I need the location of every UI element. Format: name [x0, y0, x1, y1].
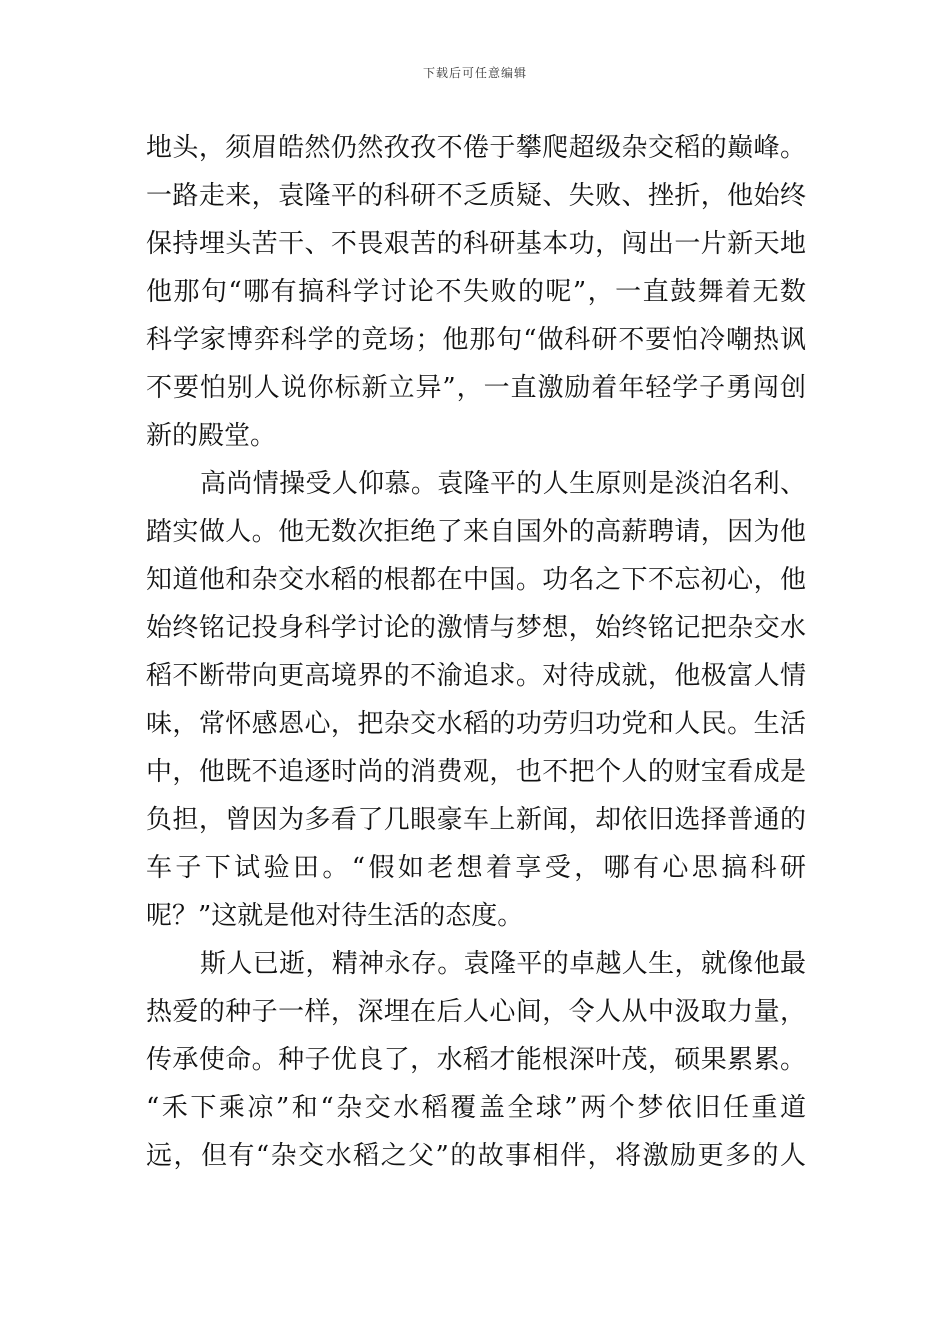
document-body — [146, 124, 806, 1180]
text-line: “禾下乘凉”和“杂交水稻覆盖全球”两个梦依旧任重道 — [146, 1093, 806, 1123]
text-line: 不要怕别人说你标新立异”，一直激励着年轻学子勇闯创 — [146, 373, 806, 403]
text-line: 保持埋头苦干、不畏艰苦的科研基本功，闯出一片新天地 — [146, 229, 806, 259]
text-line: 踏实做人。他无数次拒绝了来自国外的高薪聘请，因为他 — [146, 517, 806, 547]
text-line: 一路走来，袁隆平的科研不乏质疑、失败、挫折，他始终 — [146, 181, 806, 211]
text-line: 知道他和杂交水稻的根都在中国。功名之下不忘初心，他 — [146, 565, 806, 595]
text-line: 车子下试验田。“假如老想着享受，哪有心思搞科研 — [146, 853, 806, 883]
text-line: 中，他既不追逐时尚的消费观，也不把个人的财宝看成是 — [146, 757, 806, 787]
text-line: 科学家博弈科学的竞场；他那句“做科研不要怕冷嘲热讽 — [146, 325, 806, 355]
text-line: 高尚情操受人仰慕。袁隆平的人生原则是淡泊名利、 — [200, 469, 806, 499]
text-line: 斯人已逝，精神永存。袁隆平的卓越人生，就像他最 — [200, 949, 806, 979]
paragraph-3 — [146, 940, 806, 1180]
text-line: 始终铭记投身科学讨论的激情与梦想，始终铭记把杂交水 — [146, 613, 806, 643]
text-line: 稻不断带向更高境界的不渝追求。对待成就，他极富人情 — [146, 661, 806, 691]
paragraph-2 — [146, 460, 806, 940]
text-line: 热爱的种子一样，深埋在后人心间，令人从中汲取力量， — [146, 997, 806, 1027]
text-line: 味，常怀感恩心，把杂交水稻的功劳归功党和人民。生活 — [146, 709, 806, 739]
text-line: 呢？”这就是他对待生活的态度。 — [146, 901, 524, 931]
text-line: 传承使命。种子优良了，水稻才能根深叶茂，硕果累累。 — [146, 1045, 806, 1075]
text-line: 新的殿堂。 — [146, 421, 277, 451]
page-header: 下载后可任意编辑 — [422, 66, 527, 80]
paragraph-1 — [146, 124, 806, 460]
text-line: 远，但有“杂交水稻之父”的故事相伴，将激励更多的人 — [146, 1141, 806, 1171]
text-line: 负担，曾因为多看了几眼豪车上新闻，却依旧选择普通的 — [146, 805, 806, 835]
text-line: 他那句“哪有搞科学讨论不失败的呢”，一直鼓舞着无数 — [146, 277, 806, 307]
text-line: 地头，须眉皓然仍然孜孜不倦于攀爬超级杂交稻的巅峰。 — [146, 133, 806, 163]
